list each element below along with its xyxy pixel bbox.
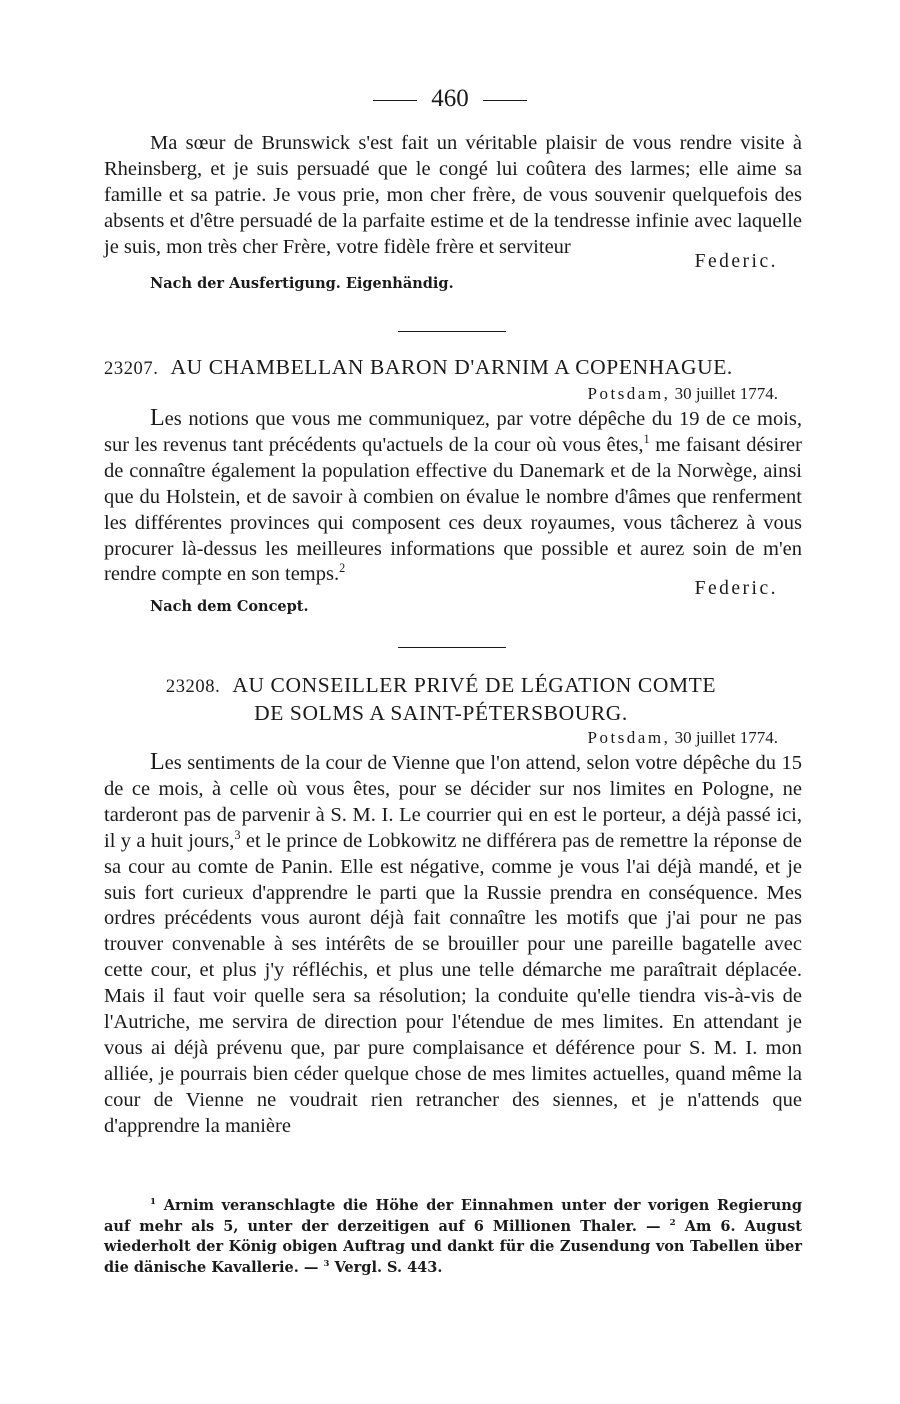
letter-23208-text-1: es sentiments de la cour de Vienne que l'on attend, selon votre dépêche du 15 de ce mois, à celle où vous êtes, pour se décider sur nos limites en Pologne, ne tarderont pas de parvenir à S. M. I. Le courrier qui en est le porteur, a déjà passé ici, il y a huit jours, bbox=[104, 752, 802, 852]
letter-23207-text-1: es notions que vous me communiquez, par votre dépêche du 19 de ce mois, sur les revenus tant précédents qu'actuels de la cour où vous êtes, bbox=[104, 408, 802, 456]
letter-23208-date: 30 juillet 1774. bbox=[674, 728, 778, 747]
letter-23208-body bbox=[104, 750, 802, 1140]
footnote-ref-3: 3 bbox=[234, 827, 241, 842]
letter-23208-initial: L bbox=[150, 749, 165, 775]
letter-23207-date: 30 juillet 1774. bbox=[674, 384, 778, 403]
footnote-2: Am 6. August wiederholt der König obigen Auftrag und dankt für die Zusendung von Tabellen über die dänische Kavallerie. — bbox=[104, 1217, 802, 1276]
page-number bbox=[0, 84, 900, 114]
letter-23207-heading bbox=[104, 354, 802, 382]
footnote-mark-3: 3 bbox=[323, 1258, 330, 1269]
continuation-source-note: Nach der Ausfertigung. Eigenhändig. bbox=[150, 274, 454, 292]
letter-23207-signature: Federic. bbox=[694, 578, 778, 600]
letter-23208-text-2: et le prince de Lobkowitz ne différera pas de remettre la réponse de sa cour au comte de Panin. Elle est négative, comme je vous l'ai déjà mandé, et je suis fort curieux d'apprendre le parti que la Russie prendra en conséquence. Mes ordres précédents vous auront déjà fait connaître les motifs que j'ai pour ne pas trouver convenable à ses intérêts de se brouiller pour une pareille bagatelle avec cette cour, et plus j'y réfléchis, et plus une telle démarche me paraîtrait déplacée. Mais il faut voir quelle sera sa résolution; la conduite qu'elle tiendra vis-à-vis de l'Autriche, me servira de direction pour l'étendue de mes limites. En attendant je vous ai déjà prévenu que, par pure complaisance et déférence pour S. M. I. mon alliée, je pourrais bien céder quelque chose de mes limites actuelles, quand même la cour de Vienne ne voudrait rien retrancher des siennes, et je n'attends que d'apprendre la manière bbox=[104, 829, 802, 1137]
letter-23207-source-note: Nach dem Concept. bbox=[150, 598, 309, 616]
page-number-left-dash bbox=[373, 100, 417, 101]
footnote-3: Vergl. S. 443. bbox=[334, 1258, 443, 1276]
footnote-mark-1: 1 bbox=[150, 1197, 157, 1208]
letter-23208-dateline bbox=[104, 728, 778, 748]
letter-23207-body bbox=[104, 406, 802, 588]
continuation-signature: Federic. bbox=[694, 250, 778, 272]
footnotes bbox=[104, 1196, 802, 1278]
page-number-right-dash bbox=[483, 100, 527, 101]
continuation-letter bbox=[104, 131, 802, 293]
letter-23207 bbox=[104, 354, 802, 616]
letter-23208 bbox=[104, 672, 802, 1140]
continuation-paragraph: Ma sœur de Brunswick s'est fait un véritable plaisir de vous rendre visite à Rheinsberg, et je suis persuadé que le congé lui coûtera des larmes; elle aime sa famille et sa patrie. Je vous prie, mon cher frère, de vous souvenir quelquefois des absents et d'être persuadé de la parfaite estime et de la tendresse infinie avec laquelle je suis, mon très cher Frère, votre fidèle frère et serviteur bbox=[104, 132, 802, 258]
letter-23207-initial: L bbox=[150, 405, 165, 431]
letter-23207-title: AU CHAMBELLAN BARON D'ARNIM A COPENHAGUE. bbox=[170, 355, 733, 379]
letter-23208-heading-line1 bbox=[104, 672, 802, 700]
footnote-ref-1: 1 bbox=[643, 432, 650, 447]
section-divider-2 bbox=[398, 647, 506, 648]
section-divider-1 bbox=[398, 331, 506, 332]
letter-23208-title-1: AU CONSEILLER PRIVÉ DE LÉGATION COMTE bbox=[232, 673, 717, 697]
footnote-1: Arnim veranschlagte die Höhe der Einnahmen unter der vorigen Regierung auf mehr als 5, unter der derzeitigen auf 6 Millionen Thaler. — bbox=[104, 1197, 802, 1235]
letter-23208-place: Potsdam, bbox=[587, 728, 671, 747]
letter-23207-number: 23207. bbox=[104, 359, 159, 379]
letter-23208-number: 23208. bbox=[165, 677, 221, 697]
letter-23207-place: Potsdam, bbox=[587, 384, 671, 403]
footnote-ref-2: 2 bbox=[339, 561, 346, 576]
letter-23207-text-2: me faisant désirer de connaître également la population effective du Danemark et de la Norwège, ainsi que du Holstein, et de savoir à combien on évalue le nombre d'âmes que renferment les différentes provinces qui composent ces deux royaumes, vous tâcherez à vous procurer là-dessus les meilleures informations que possible et aurez soin de m'en rendre compte en son temps. bbox=[104, 433, 802, 586]
page-number-text: 460 bbox=[431, 85, 469, 112]
footnote-mark-2: 2 bbox=[669, 1217, 676, 1228]
letter-23208-heading-line2: DE SOLMS A SAINT-PÉTERSBOURG. bbox=[254, 701, 628, 725]
letter-23207-dateline bbox=[104, 384, 778, 404]
